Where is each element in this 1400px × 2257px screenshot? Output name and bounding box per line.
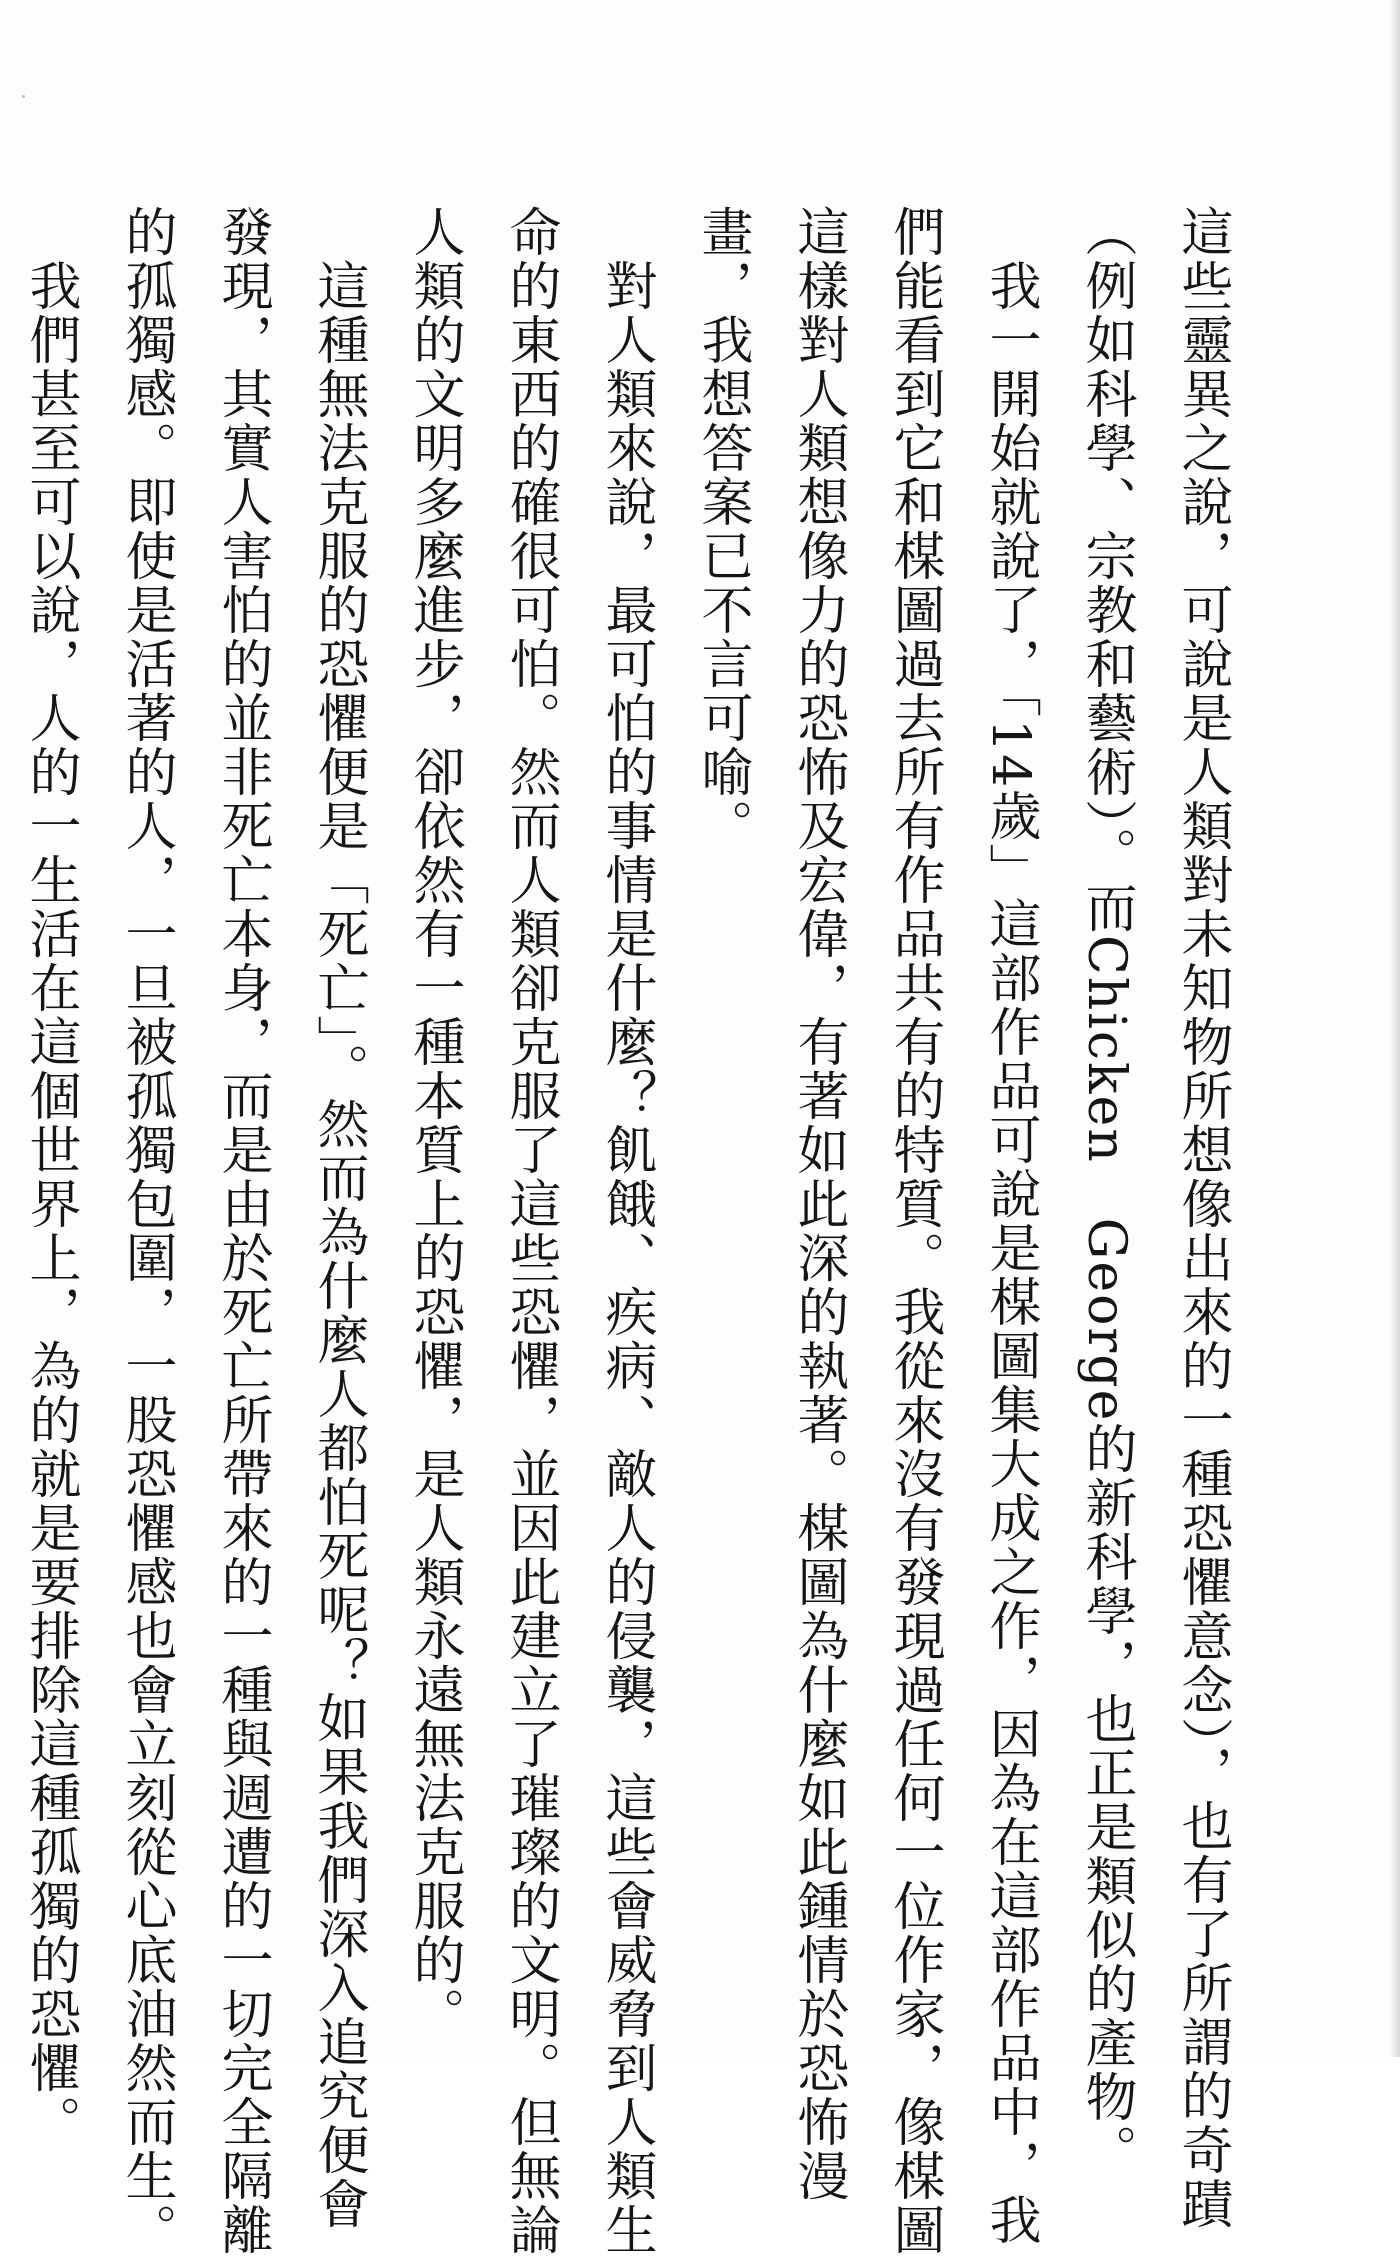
scan-speck — [22, 95, 25, 98]
text-line-6: 畫，我想答案已不言可喻。 — [692, 205, 752, 853]
text-line-2: （例如科學、宗教和藝術）。而Chicken George的新科學，也正是類似的產物。 — [1076, 205, 1136, 2179]
text-line-12: 的孤獨感。即使是活著的人，一旦被孤獨包圍，一股恐懼感也會立刻從心底油然而生。 — [116, 205, 176, 2257]
text-line-9: 人類的文明多麼進步，卻依然有一種本質上的恐懼，是人類永遠無法克服的。 — [404, 205, 464, 2041]
text-line-5: 這樣對人類想像力的恐怖及宏偉，有著如此深的執著。楳圖為什麼如此鍾情於恐怖漫 — [788, 205, 848, 2203]
vertical-text-body — [0, 205, 1250, 2257]
text-line-1: 這些靈異之說，可說是人類對未知物所想像出來的一種恐懼意念），也有了所謂的奇蹟 — [1172, 205, 1232, 2231]
text-line-13: 我們甚至可以說，人的一生活在這個世界上，為的就是要排除這種孤獨的恐懼。 — [20, 205, 80, 2149]
text-line-14 — [0, 205, 2, 1805]
text-line-7: 對人類來說，最可怕的事情是什麼？飢餓、疾病、敵人的侵襲，這些會威脅到人類生 — [596, 205, 656, 2257]
scan-shadow-edge — [1390, 0, 1400, 2057]
text-line-3: 我一開始就說了，「14歲」這部作品可說是楳圖集大成之作，因為在這部作品中，我 — [980, 205, 1040, 2248]
text-line-8: 命的東西的確很可怕。然而人類卻克服了這些恐懼，並因此建立了璀璨的文明。但無論 — [500, 205, 560, 2257]
text-line-11: 發現，其實人害怕的並非死亡本身，而是由於死亡所帶來的一種與週遭的一切完全隔離 — [212, 205, 272, 2257]
text-line-10: 這種無法克服的恐懼便是「死亡」。然而為什麼人都怕死呢？如果我們深入追究便會 — [308, 205, 368, 2231]
text-line-4: 們能看到它和楳圖過去所有作品共有的特質。我從來沒有發現過任何一位作家，像楳圖 — [884, 205, 944, 2257]
